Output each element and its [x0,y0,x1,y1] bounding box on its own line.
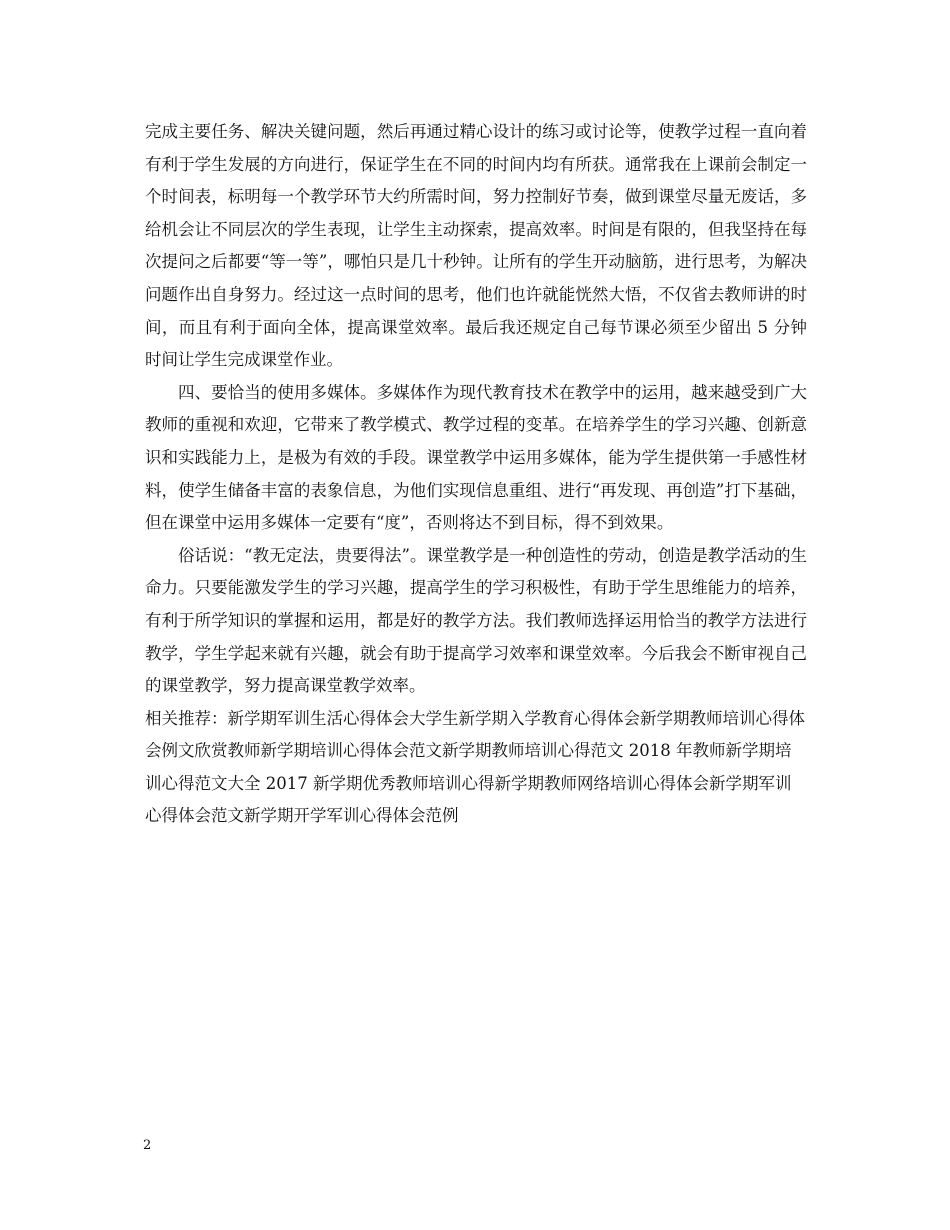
related-recommendations: 相关推荐：新学期军训生活心得体会大学生新学期入学教育心得体会新学期教师培训心得体会例文欣赏教师新学期培训心得体会范文新学期教师培训心得范文 2018 年教师新学期培训心得范文大全 2017 新学期优秀教师培训心得新学期教师网络培训心得体会新学期军训心得体会范文新学期开学军训心得体会范例 [145,708,805,826]
document-body [145,116,807,833]
paragraph-conclusion: 俗话说：“教无定法，贵要得法”。课堂教学是一种创造性的劳动，创造是教学活动的生命力。只要能激发学生的学习兴趣，提高学生的学习积极性，有助于学生思维能力的培养，有利于所学知识的掌握和运用，都是好的教学方法。我们教师选择运用恰当的教学方法进行教学，学生学起来就有兴趣，就会有助于提高学习效率和课堂效率。今后我会不断审视自己的课堂教学，努力提高课堂教学效率。 [145,545,807,696]
paragraph-time-management: 完成主要任务、解决关键问题，然后再通过精心设计的练习或讨论等，使教学过程一直向着有利于学生发展的方向进行，保证学生在不同的时间内均有所获。通常我在上课前会制定一个时间表，标明每一个教学环节大约所需时间，努力控制好节奏，做到课堂尽量无废话，多给机会让不同层次的学生表现，让学生主动探索，提高效率。时间是有限的，但我坚持在每次提问之后都要“等一等”，哪怕只是几十秒钟。让所有的学生开动脑筋，进行思考，为解决问题作出自身努力。经过这一点时间的思考，他们也许就能恍然大悟，不仅省去教师讲的时间，而且有利于面向全体，提高课堂效率。最后我还规定自己每节课必须至少留出 5 分钟时间让学生完成课堂作业。 [145,122,807,370]
paragraph-multimedia: 四、要恰当的使用多媒体。多媒体作为现代教育技术在教学中的运用，越来越受到广大教师的重视和欢迎，它带来了教学模式、教学过程的变革。在培养学生的学习兴趣、创新意识和实践能力上，是极为有效的手段。课堂教学中运用多媒体，能为学生提供第一手感性材料，使学生储备丰富的表象信息，为他们实现信息重组、进行“再发现、再创造”打下基础，但在课堂中运用多媒体一定要有“度”，否则将达不到目标，得不到效果。 [145,382,807,533]
page-number: 2 [143,1138,152,1153]
